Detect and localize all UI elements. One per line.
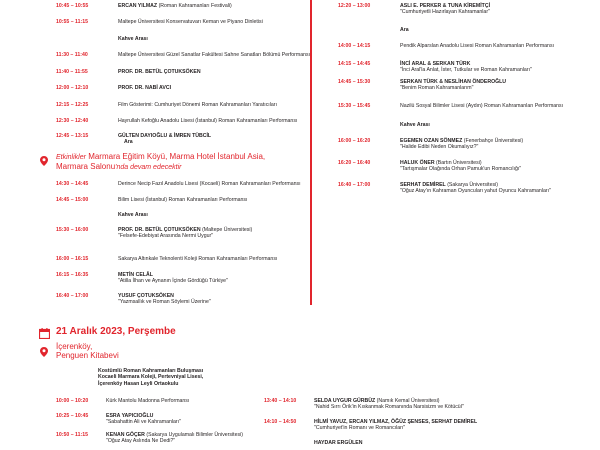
intro-line: İçerenköy Hasan Leyli Ortaokulu xyxy=(98,380,179,387)
session-text xyxy=(314,419,514,431)
session-title: "Cumhuriyetli Hazırlayan Kahramanlar" xyxy=(400,9,490,16)
session-line xyxy=(118,212,318,218)
session-desc: Derince Necip Fazıl Anadolu Lisesi (Kocaeli) Roman Kahramanları Performansı xyxy=(118,181,301,187)
time-slot: 10:50 – 11:15 xyxy=(56,432,89,438)
location-text xyxy=(56,152,306,172)
time-slot: 11:30 – 11:40 xyxy=(56,52,88,58)
time-slot: 12:15 – 12:25 xyxy=(56,102,89,108)
session-text xyxy=(118,133,318,139)
time-slot: 12:45 – 13:15 xyxy=(56,133,89,139)
speaker-name: METİN CELÂL xyxy=(118,272,153,278)
session-title: "Tartışmalar Olağında Orhan Pamuk'un Romancılığı" xyxy=(400,166,522,173)
session-text xyxy=(400,79,600,91)
session-title: "Oğuz Atay Aslında Ne Dedi?" xyxy=(106,438,176,445)
session-line xyxy=(118,118,318,124)
session-text xyxy=(118,85,318,91)
session-text xyxy=(400,160,600,172)
session-desc: Ara xyxy=(400,27,409,33)
session-desc: (Maltepe Üniversitesi) xyxy=(202,227,253,233)
session-title: "Benim Roman Kahramanlarım" xyxy=(400,85,474,92)
session-line xyxy=(118,3,318,9)
session-line xyxy=(400,27,600,33)
day2-date: 21 Aralık 2023, Perşembe xyxy=(56,326,176,337)
session-text xyxy=(118,256,318,262)
session-text xyxy=(118,227,318,239)
ara-label: Ara xyxy=(124,139,133,145)
session-desc: (Sakarya Uygulamalı Bilimler Üniversitesi) xyxy=(146,432,243,438)
session-text xyxy=(118,293,318,305)
location-place: Marmara Eğitim Köyü, Marma Hotel İstanbul Asia, xyxy=(88,152,266,161)
session-text xyxy=(118,102,318,108)
intro-line: Kocaeli Marmara Koleji, Pertevniyal Lisesi, xyxy=(98,374,204,381)
time-slot: 14:45 – 15:30 xyxy=(338,79,371,85)
speaker-name: ASLI E. PERKER & TUNA KİREMİTÇİ xyxy=(400,3,491,9)
speaker-name: SERHAT DEMİREL xyxy=(400,182,446,188)
session-text xyxy=(314,398,514,410)
speaker-name: GÜLTEN DAYIOĞLU & İMREN TÜBCİL xyxy=(118,133,212,139)
session-text xyxy=(106,432,306,444)
speaker-name: EGEMEN OZAN SÖNMEZ xyxy=(400,138,463,144)
day2-location-line2: Penguen Kitabevi xyxy=(56,351,119,360)
session-title: "Felsefe-Edebiyat Arasında Nermi Uygur" xyxy=(118,233,214,240)
location-place2: Marmara Salonu xyxy=(56,162,116,171)
session-desc: Kahve Arası xyxy=(118,212,148,218)
speaker-name: PROF. DR. BETÜL ÇOTUKSÖKEN xyxy=(118,69,201,75)
session-desc: Bilim Lisesi (İstanbul) Roman Kahramanları Performansı xyxy=(118,197,248,203)
location-pin-icon xyxy=(40,344,48,354)
session-desc: Maltepe Üniversitesi Güzel Sanatlar Fakültesi Sahne Sanatları Bölümü Performansı xyxy=(118,52,311,58)
session-title: "Cumhuriyet'in Romanı ve Romancıları" xyxy=(314,425,406,432)
session-desc: (Bartın Üniversitesi) xyxy=(436,160,482,166)
session-text xyxy=(118,3,318,9)
session-text xyxy=(400,122,600,128)
speaker-name: HALUK ÖNER xyxy=(400,160,435,166)
session-desc: (Fenerbahçe Üniversitesi) xyxy=(463,138,524,144)
session-desc: (Namık Kemal Üniversitesi) xyxy=(376,398,440,404)
session-desc: Nazilü Sosyal Bilimler Lisesi (Aydın) Roman Kahramanları Performansı xyxy=(400,103,564,109)
session-desc: Maltepe Üniversitesi Konservatuvarı Keman ve Piyano Dinletisi xyxy=(118,19,263,25)
session-line xyxy=(118,19,318,25)
session-title: "Oğuz Atay'ın Kahraman Oyuncuları yahut Oyuncu Kahramanları" xyxy=(400,188,551,195)
session-title: "Sabahattin Ali ve Kahramanları" xyxy=(106,419,181,426)
session-desc: Kahve Arası xyxy=(400,122,430,128)
session-text xyxy=(400,103,600,109)
session-line xyxy=(118,102,318,108)
day2-location xyxy=(56,342,119,360)
session-desc: (Sakarya Üniversitesi) xyxy=(447,182,498,188)
session-desc: Hayrullah Kefoğlu Anadolu Lisesi (İstanbul) Roman Kahramanları Performansı xyxy=(118,118,298,124)
intro-line: Kostümlü Roman Kahramanları Buluşması xyxy=(98,368,204,374)
session-title: "Nahid Sırrı Örik'in Kıskanmak Romanında Narsisizm ve Kötücül" xyxy=(314,404,464,411)
session-line xyxy=(118,256,318,262)
time-slot: 10:45 – 10:55 xyxy=(56,3,89,9)
session-text xyxy=(400,43,600,49)
session-title: "Yazmsallık ve Roman Söylemi Üzerine" xyxy=(118,299,211,306)
session-text xyxy=(118,272,318,284)
session-line xyxy=(400,103,600,109)
location-suffix: 'nda devam edecektir xyxy=(115,164,182,171)
session-text xyxy=(118,212,318,218)
session-line xyxy=(118,181,318,187)
speaker-name: PROF. DR. BETÜL ÇOTUKSÖKEN xyxy=(118,227,201,233)
session-desc: Pendik Alparslan Anadolu Lisesi Roman Kahramanları Performansı xyxy=(400,43,554,49)
session-text xyxy=(314,440,514,446)
time-slot: 14:15 – 14:45 xyxy=(338,61,371,67)
time-slot: 15:30 – 16:00 xyxy=(56,227,89,233)
time-slot: 16:40 – 17:00 xyxy=(338,182,371,188)
session-text xyxy=(118,181,318,187)
session-line xyxy=(118,85,318,91)
time-slot: 14:30 – 14:45 xyxy=(56,181,89,187)
time-slot: 16:20 – 16:40 xyxy=(338,160,371,166)
session-text xyxy=(118,197,318,203)
session-line xyxy=(400,43,600,49)
time-slot: 12:00 – 12:10 xyxy=(56,85,89,91)
speaker-name: KENAN GÖÇER xyxy=(106,432,145,438)
speaker-name: ERCAN YILMAZ xyxy=(118,3,158,9)
time-slot: 10:25 – 10:45 xyxy=(56,413,89,419)
session-title: "İnci Aral'la Anlat, İster, Tutkular ve Roman Kahramanları" xyxy=(400,67,532,74)
session-desc: (Roman Kahramanları Festivali) xyxy=(158,3,232,9)
time-slot: 14:00 – 14:15 xyxy=(338,43,371,49)
session-text xyxy=(118,52,318,58)
speaker-name: HAYDAR ERGÜLEN xyxy=(314,440,363,446)
session-line xyxy=(118,52,318,58)
session-text xyxy=(400,182,600,194)
speaker-name: ESRA YAPICIOĞLU xyxy=(106,413,154,419)
day2-intro xyxy=(98,368,203,387)
session-line xyxy=(118,36,318,42)
session-line xyxy=(118,69,318,75)
speaker-name: YUSUF ÇOTUKSÖKEN xyxy=(118,293,174,299)
speaker-name: PROF. DR. NABİ AVCI xyxy=(118,85,172,91)
session-text xyxy=(400,3,600,15)
time-slot: 14:45 – 15:00 xyxy=(56,197,89,203)
time-slot: 10:00 – 10:20 xyxy=(56,398,89,404)
time-slot: 12:30 – 12:40 xyxy=(56,118,89,124)
session-desc: Sakarya Altınkale Teknolenti Koleji Roman Kahramanları Performansı xyxy=(118,256,278,262)
time-slot: 11:40 – 11:55 xyxy=(56,69,88,75)
calendar-icon xyxy=(39,326,50,337)
speaker-name: SELDA UYGUR GÜRBÜZ xyxy=(314,398,376,404)
speaker-name: HİLMİ YAVUZ, ERCAN YILMAZ, ÖĞÜZ ŞENSES, SERHAT DEMİREL xyxy=(314,419,478,425)
session-line xyxy=(314,440,514,446)
session-text xyxy=(400,61,600,73)
location-prefix: Etkinlikler xyxy=(56,154,86,161)
session-text xyxy=(400,27,600,33)
time-slot: 14:10 – 14:50 xyxy=(264,419,297,425)
session-text xyxy=(118,19,318,25)
day2-location-line1: İçerenköy, xyxy=(56,342,93,351)
time-slot: 13:40 – 14:10 xyxy=(264,398,297,404)
session-desc: Film Gösterimi: Cumhuriyet Dönemi Roman Kahramanları Yaratıcıları xyxy=(118,102,277,108)
time-slot: 15:30 – 15:45 xyxy=(338,103,371,109)
time-slot: 16:40 – 17:00 xyxy=(56,293,89,299)
session-line xyxy=(400,122,600,128)
time-slot: 10:55 – 11:15 xyxy=(56,19,89,25)
session-title: "Halide Edibi Neden Okumalıyız?" xyxy=(400,144,479,151)
session-desc: Kürk Mantolu Madonna Performansı xyxy=(106,398,190,404)
time-slot: 16:15 – 16:35 xyxy=(56,272,89,278)
session-text xyxy=(118,69,318,75)
session-title: "Atilla İlhan ve Aynanın İçinde Gördüğü Türkiye" xyxy=(118,278,228,285)
location-pin-icon xyxy=(40,153,48,163)
session-line xyxy=(118,197,318,203)
session-text xyxy=(400,138,600,150)
session-text xyxy=(118,36,318,42)
session-text xyxy=(118,118,318,124)
speaker-name: SERKAN TÜRK & NESLİHAN ÖNDEROĞLU xyxy=(400,79,507,85)
time-slot: 16:00 – 16:15 xyxy=(56,256,89,262)
speaker-name: İNCİ ARAL & SERKAN TÜRK xyxy=(400,61,471,67)
time-slot: 12:20 – 13:00 xyxy=(338,3,371,9)
time-slot: 16:00 – 16:20 xyxy=(338,138,371,144)
session-desc: Kahve Arası xyxy=(118,36,148,42)
session-line xyxy=(118,133,318,139)
